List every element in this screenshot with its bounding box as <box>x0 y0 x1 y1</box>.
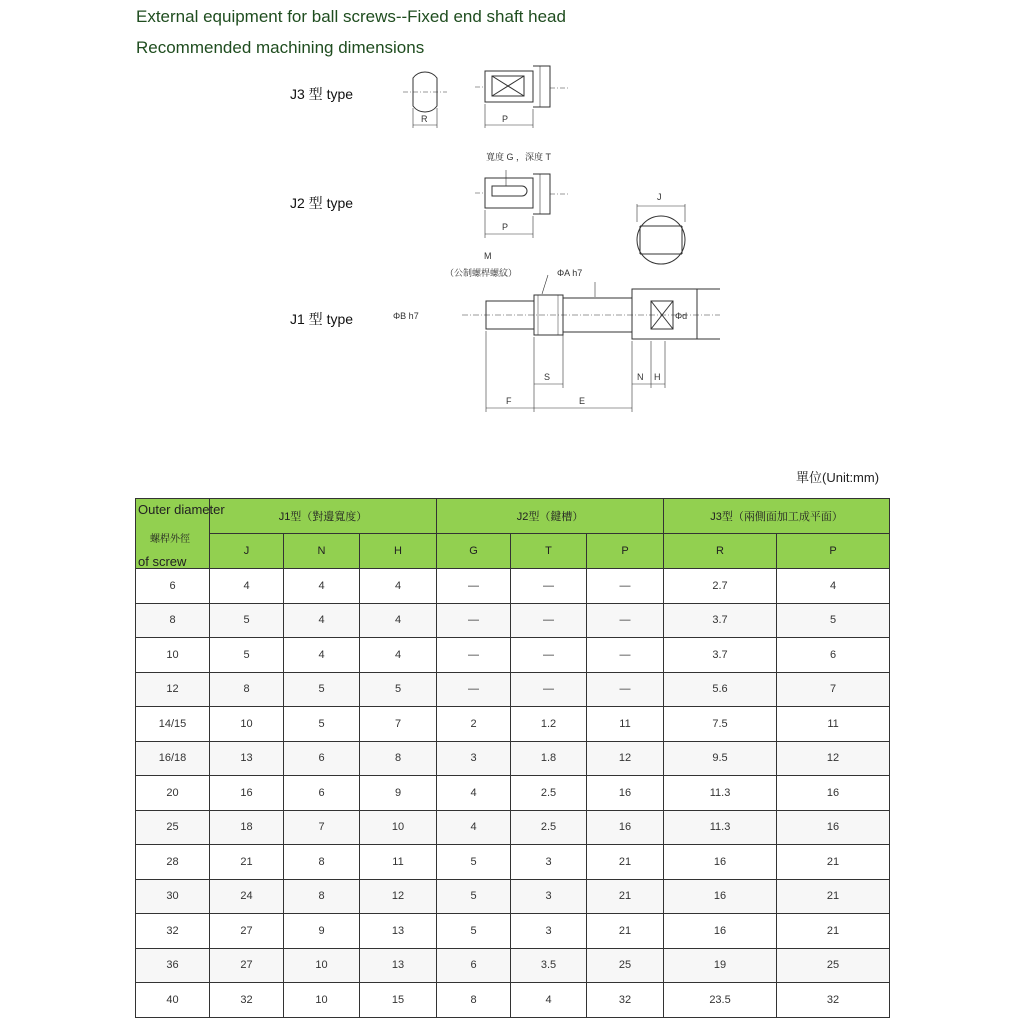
table-row <box>136 741 890 776</box>
table-cell: 3.7 <box>664 638 777 673</box>
table-cell: 11 <box>777 707 890 742</box>
table-cell: 16 <box>777 810 890 845</box>
table-cell: — <box>437 638 511 673</box>
table-cell: 16 <box>664 879 777 914</box>
table-cell: 13 <box>360 914 437 949</box>
table-cell: 21 <box>777 914 890 949</box>
table-cell: 2 <box>437 707 511 742</box>
table-cell: 5 <box>210 638 284 673</box>
table-cell: 9 <box>284 914 360 949</box>
label-j2-type: J2 型 type <box>290 195 354 211</box>
table-cell: 27 <box>210 948 284 983</box>
table-cell: 6 <box>284 776 360 811</box>
table-cell: 4 <box>437 810 511 845</box>
table-cell: 30 <box>136 879 210 914</box>
table-cell: 7.5 <box>664 707 777 742</box>
table-cell: 4 <box>284 569 360 604</box>
table-cell: 11.3 <box>664 810 777 845</box>
table-cell: 16 <box>664 914 777 949</box>
table-cell: 12 <box>360 879 437 914</box>
table-row <box>136 914 890 949</box>
table-cell: 4 <box>210 569 284 604</box>
dim-s-label: S <box>544 372 551 382</box>
table-cell: — <box>511 603 587 638</box>
dim-p-label-j2: P <box>502 222 509 232</box>
table-cell: 6 <box>777 638 890 673</box>
subheader-j: J <box>210 534 284 569</box>
table-cell: 1.8 <box>511 741 587 776</box>
table-body <box>136 569 890 1018</box>
table-cell: 16 <box>587 810 664 845</box>
table-cell: 21 <box>777 845 890 880</box>
table-cell: 6 <box>284 741 360 776</box>
table-cell: 23.5 <box>664 983 777 1018</box>
dim-phi-d-label: Φd <box>675 311 688 321</box>
table-cell: — <box>511 569 587 604</box>
table-cell: 8 <box>360 741 437 776</box>
subheader-n: N <box>284 534 360 569</box>
header-outer-line3: of screw <box>138 554 187 569</box>
header-group-j1: J1型（對邊寬度） <box>210 499 437 534</box>
table-cell: 21 <box>210 845 284 880</box>
document-title: External equipment for ball screws--Fixed end shaft head <box>136 7 566 26</box>
table-cell: 1.2 <box>511 707 587 742</box>
header-outer-diameter <box>136 499 225 569</box>
table-cell: 32 <box>587 983 664 1018</box>
table-cell: 15 <box>360 983 437 1018</box>
table-cell: 5 <box>284 707 360 742</box>
table-cell: 20 <box>136 776 210 811</box>
table-cell: 40 <box>136 983 210 1018</box>
table-cell: 16 <box>587 776 664 811</box>
table-cell: 5 <box>360 672 437 707</box>
label-j1-type: J1 型 type <box>290 311 354 327</box>
subheader-h: H <box>360 534 437 569</box>
table-cell: 6 <box>136 569 210 604</box>
table-cell: 21 <box>777 879 890 914</box>
j3-side-view <box>475 66 568 128</box>
table-cell: 2.5 <box>511 810 587 845</box>
table-cell: 2.5 <box>511 776 587 811</box>
table-cell: 3.5 <box>511 948 587 983</box>
technical-drawing <box>0 0 1024 440</box>
dim-r-label: R <box>421 114 428 124</box>
table-cell: 32 <box>210 983 284 1018</box>
table-cell: 3 <box>437 741 511 776</box>
table-cell: 14/15 <box>136 707 210 742</box>
table-cell: 8 <box>210 672 284 707</box>
table-cell: 13 <box>360 948 437 983</box>
table-cell: — <box>587 569 664 604</box>
table-cell: 32 <box>777 983 890 1018</box>
table-cell: 3.7 <box>664 603 777 638</box>
table-cell: 4 <box>511 983 587 1018</box>
table-cell: 3 <box>511 914 587 949</box>
table-cell: 4 <box>360 569 437 604</box>
table-cell: 3 <box>511 845 587 880</box>
table-row <box>136 707 890 742</box>
header-outer-line1: Outer diameter <box>138 502 225 517</box>
table-cell: 9.5 <box>664 741 777 776</box>
j1-end-view <box>637 204 685 264</box>
table-cell: 16 <box>664 845 777 880</box>
table-cell: 10 <box>210 707 284 742</box>
header-group-j3: J3型（兩側面加工成平面） <box>664 499 890 534</box>
table-cell: 19 <box>664 948 777 983</box>
dim-width-depth-label: 寬度 G ，深度 T <box>486 152 551 162</box>
subheader-r: R <box>664 534 777 569</box>
unit-label: 單位(Unit:mm) <box>796 470 880 485</box>
table-cell: 5 <box>210 603 284 638</box>
j1-side-view <box>462 275 720 412</box>
table-row <box>136 569 890 604</box>
dim-thread-label: （公制螺桿螺紋） <box>445 268 518 278</box>
header-outer-line2: 螺桿外徑 <box>150 534 190 545</box>
table-cell: 8 <box>284 845 360 880</box>
subheader-t: T <box>511 534 587 569</box>
table-cell: 8 <box>437 983 511 1018</box>
table-cell: 24 <box>210 879 284 914</box>
table-cell: 2.7 <box>664 569 777 604</box>
table-cell: — <box>587 672 664 707</box>
table-cell: 8 <box>136 603 210 638</box>
table-cell: — <box>587 603 664 638</box>
table-cell: 16 <box>777 776 890 811</box>
table-cell: 12 <box>136 672 210 707</box>
table-cell: 10 <box>284 983 360 1018</box>
subheader-p-j3: P <box>777 534 890 569</box>
header-group-j2: J2型（鍵槽） <box>437 499 664 534</box>
table-cell: 4 <box>360 603 437 638</box>
table-cell: 28 <box>136 845 210 880</box>
table-row <box>136 879 890 914</box>
label-j3-type: J3 型 type <box>290 86 354 102</box>
table-cell: 25 <box>136 810 210 845</box>
table-cell: 4 <box>777 569 890 604</box>
table-cell: 21 <box>587 914 664 949</box>
table-cell: — <box>511 672 587 707</box>
table-cell: 27 <box>210 914 284 949</box>
table-cell: 5 <box>284 672 360 707</box>
table-cell: 4 <box>360 638 437 673</box>
table-cell: 6 <box>437 948 511 983</box>
dim-phi-b-label: ΦB h7 <box>393 311 419 321</box>
dim-f-label: F <box>506 396 512 406</box>
table-cell: 12 <box>777 741 890 776</box>
dim-j-label: J <box>657 192 662 202</box>
table-cell: 10 <box>136 638 210 673</box>
table-cell: 25 <box>587 948 664 983</box>
table-cell: 10 <box>284 948 360 983</box>
table-cell: 36 <box>136 948 210 983</box>
subheader-p-j2: P <box>587 534 664 569</box>
table-row <box>136 983 890 1018</box>
table-cell: 4 <box>284 603 360 638</box>
table-cell: 8 <box>284 879 360 914</box>
table-cell: 16/18 <box>136 741 210 776</box>
table-cell: — <box>511 638 587 673</box>
dim-n-label: N <box>637 372 644 382</box>
dim-phi-a-label: ΦA h7 <box>557 268 583 278</box>
table-cell: 4 <box>284 638 360 673</box>
table-cell: — <box>437 603 511 638</box>
table-row <box>136 603 890 638</box>
table-cell: 13 <box>210 741 284 776</box>
table-cell: 7 <box>284 810 360 845</box>
table-cell: 7 <box>360 707 437 742</box>
table-cell: 21 <box>587 879 664 914</box>
dim-m-label: M <box>484 251 492 261</box>
document-subtitle: Recommended machining dimensions <box>136 38 425 57</box>
table-row <box>136 845 890 880</box>
table-cell: 25 <box>777 948 890 983</box>
table-row <box>136 638 890 673</box>
table-cell: 5 <box>437 879 511 914</box>
table-cell: 5 <box>437 845 511 880</box>
table-cell: 11.3 <box>664 776 777 811</box>
table-cell: 32 <box>136 914 210 949</box>
table-cell: 5.6 <box>664 672 777 707</box>
table-cell: 10 <box>360 810 437 845</box>
dim-p-label-j3: P <box>502 114 509 124</box>
table-cell: 12 <box>587 741 664 776</box>
table-cell: 11 <box>360 845 437 880</box>
j2-side-view <box>475 170 568 238</box>
table-cell: 11 <box>587 707 664 742</box>
table-cell: — <box>437 569 511 604</box>
table-cell: 3 <box>511 879 587 914</box>
table-cell: — <box>437 672 511 707</box>
table-cell: 4 <box>437 776 511 811</box>
table-row <box>136 672 890 707</box>
table-cell: 21 <box>587 845 664 880</box>
dimensions-table <box>135 498 890 1018</box>
table-cell: 9 <box>360 776 437 811</box>
dim-e-label: E <box>579 396 586 406</box>
table-cell: — <box>587 638 664 673</box>
dim-h-label: H <box>654 372 661 382</box>
table-cell: 18 <box>210 810 284 845</box>
table-cell: 7 <box>777 672 890 707</box>
table-row <box>136 948 890 983</box>
table-cell: 5 <box>437 914 511 949</box>
table-cell: 5 <box>777 603 890 638</box>
subheader-g: G <box>437 534 511 569</box>
table-cell: 16 <box>210 776 284 811</box>
table-row <box>136 810 890 845</box>
table-row <box>136 776 890 811</box>
